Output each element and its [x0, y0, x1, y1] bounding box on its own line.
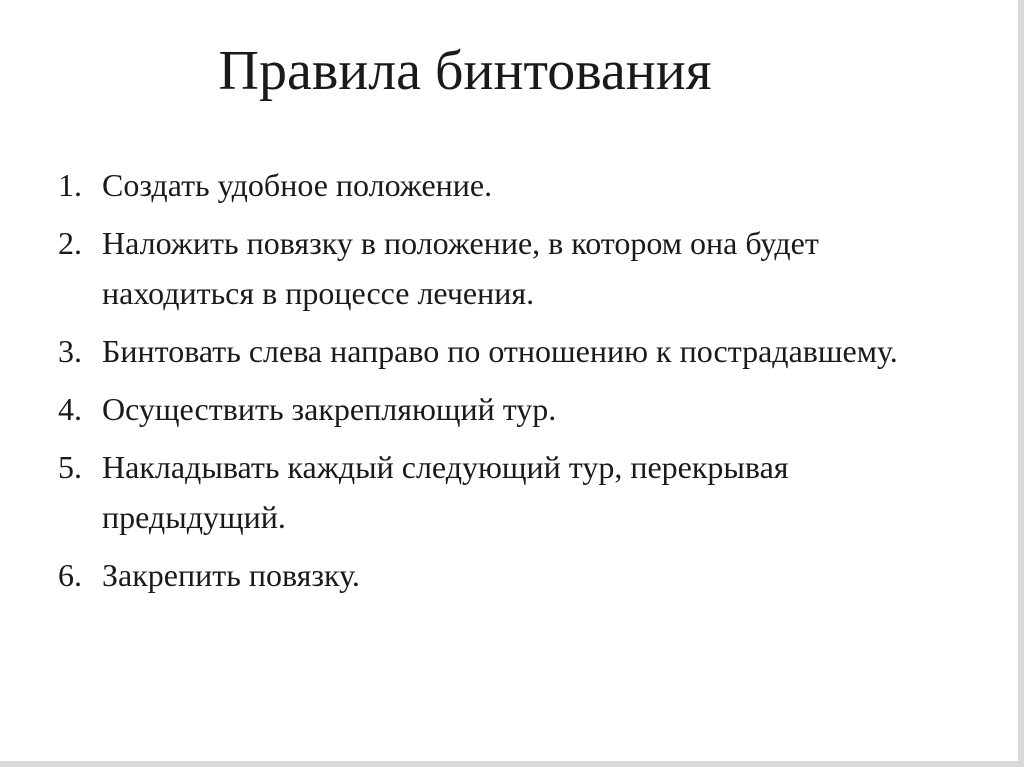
list-item-number: 3.: [58, 333, 82, 369]
list-item-text: Наложить повязку в положение, в котором она будет находиться в процессе лечения.: [102, 225, 819, 311]
list-item-number: 2.: [58, 225, 82, 261]
list-item-text: Создать удобное положение.: [102, 167, 493, 203]
list-item: [58, 218, 938, 318]
list-item-number: 1.: [58, 167, 82, 203]
list-item: [58, 384, 938, 434]
list-item-text: Накладывать каждый следующий тур, перекрывая предыдущий.: [102, 449, 789, 535]
list-item-text: Закрепить повязку.: [102, 557, 360, 593]
list-item-text: Осуществить закрепляющий тур.: [102, 391, 557, 427]
list-item: [58, 550, 938, 600]
list-item-number: 6.: [58, 557, 82, 593]
list-item-text: Бинтовать слева направо по отношению к пострадавшему.: [102, 333, 898, 369]
list-item-number: 4.: [58, 391, 82, 427]
list-item-number: 5.: [58, 449, 82, 485]
list-item: [58, 160, 938, 210]
list-item: [58, 442, 938, 542]
slide-title: Правила бинтования: [218, 40, 712, 102]
rules-list: [58, 160, 938, 608]
list-item: [58, 326, 938, 376]
